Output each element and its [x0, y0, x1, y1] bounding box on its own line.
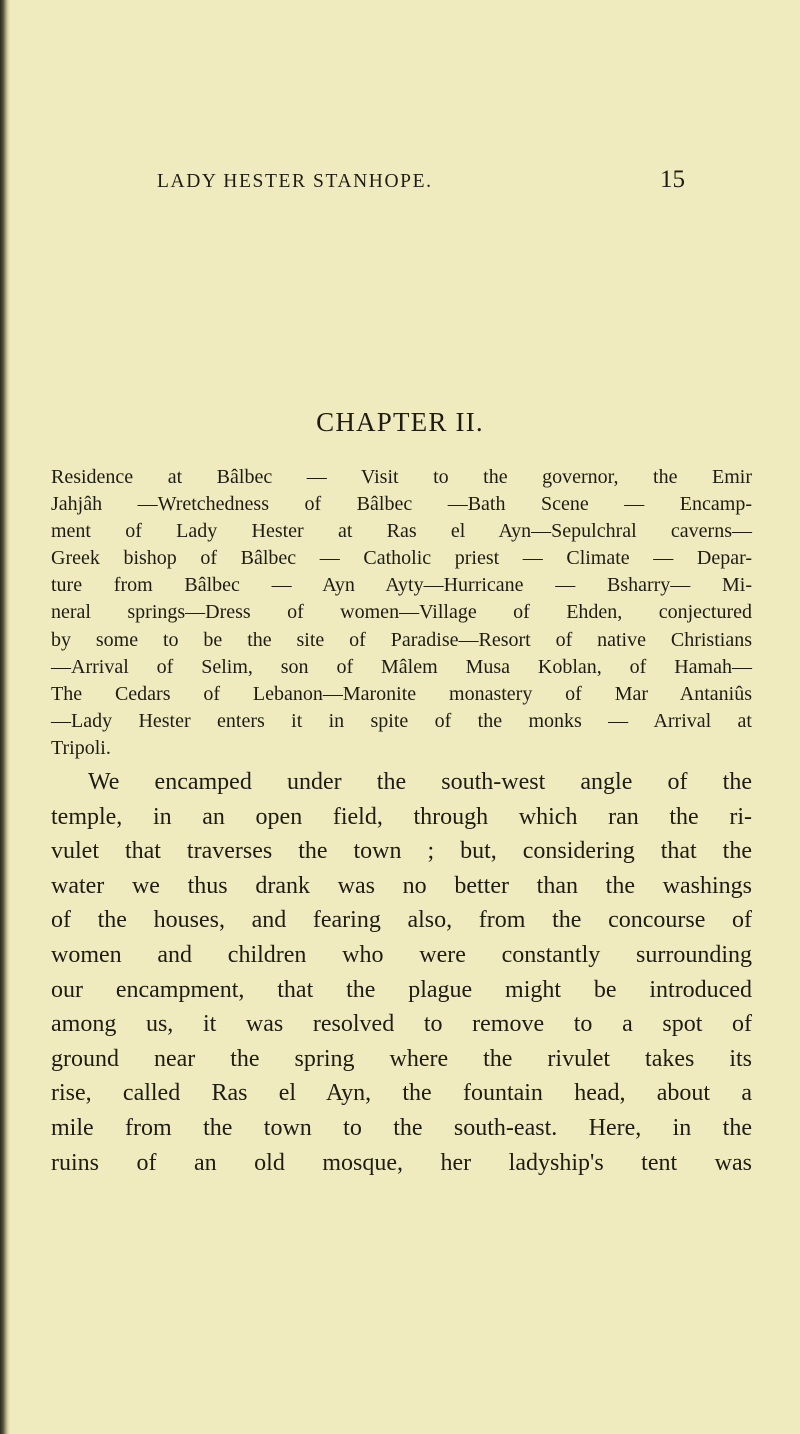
summary-line: —Arrival of Selim, son of Mâlem Musa Koblan, of Hamah—	[51, 655, 752, 678]
body-line: of the houses, and fearing also, from the concourse of	[51, 907, 752, 934]
body-line: among us, it was resolved to remove to a spot of	[51, 1011, 752, 1038]
running-title: LADY HESTER STANHOPE.	[157, 171, 433, 192]
body-paragraph	[51, 765, 752, 1180]
summary-line: neral springs—Dress of women—Village of Ehden, conjectured	[51, 601, 752, 624]
summary-line: Tripoli.	[51, 736, 111, 759]
body-line: ground near the spring where the rivulet takes its	[51, 1045, 752, 1072]
body-line: our encampment, that the plague might be introduced	[51, 976, 752, 1003]
summary-line: —Lady Hester enters it in spite of the monks — Arrival at	[51, 709, 752, 732]
summary-line: by some to be the site of Paradise—Resort of native Christians	[51, 628, 752, 651]
summary-line: ture from Bâlbec — Ayn Ayty—Hurricane — Bsharry— Mi-	[51, 574, 752, 597]
page-binding-edge	[0, 0, 10, 1434]
body-line: mile from the town to the south-east. Here, in the	[51, 1114, 752, 1141]
body-line: women and children who were constantly surrounding	[51, 941, 752, 968]
summary-line: Residence at Bâlbec — Visit to the governor, the Emir	[51, 466, 752, 488]
body-line: vulet that traverses the town ; but, considering that the	[51, 838, 752, 865]
summary-line: ment of Lady Hester at Ras el Ayn—Sepulchral caverns—	[51, 520, 752, 543]
summary-line: The Cedars of Lebanon—Maronite monastery of Mar Antaniûs	[51, 682, 752, 705]
body-line: We encamped under the south-west angle of the	[88, 769, 752, 795]
body-line: ruins of an old mosque, her ladyship's tent was	[51, 1149, 752, 1176]
body-line: rise, called Ras el Ayn, the fountain head, about a	[51, 1080, 752, 1107]
chapter-summary	[51, 464, 752, 762]
page-number: 15	[660, 166, 685, 193]
summary-line: Jahjâh —Wretchedness of Bâlbec —Bath Scene — Encamp-	[51, 493, 752, 516]
body-line: temple, in an open field, through which ran the ri-	[51, 803, 752, 830]
running-header	[0, 166, 800, 201]
chapter-heading: CHAPTER II.	[316, 407, 484, 437]
body-line: water we thus drank was no better than the washings	[51, 872, 752, 899]
summary-line: Greek bishop of Bâlbec — Catholic priest — Climate — Depar-	[51, 547, 752, 570]
